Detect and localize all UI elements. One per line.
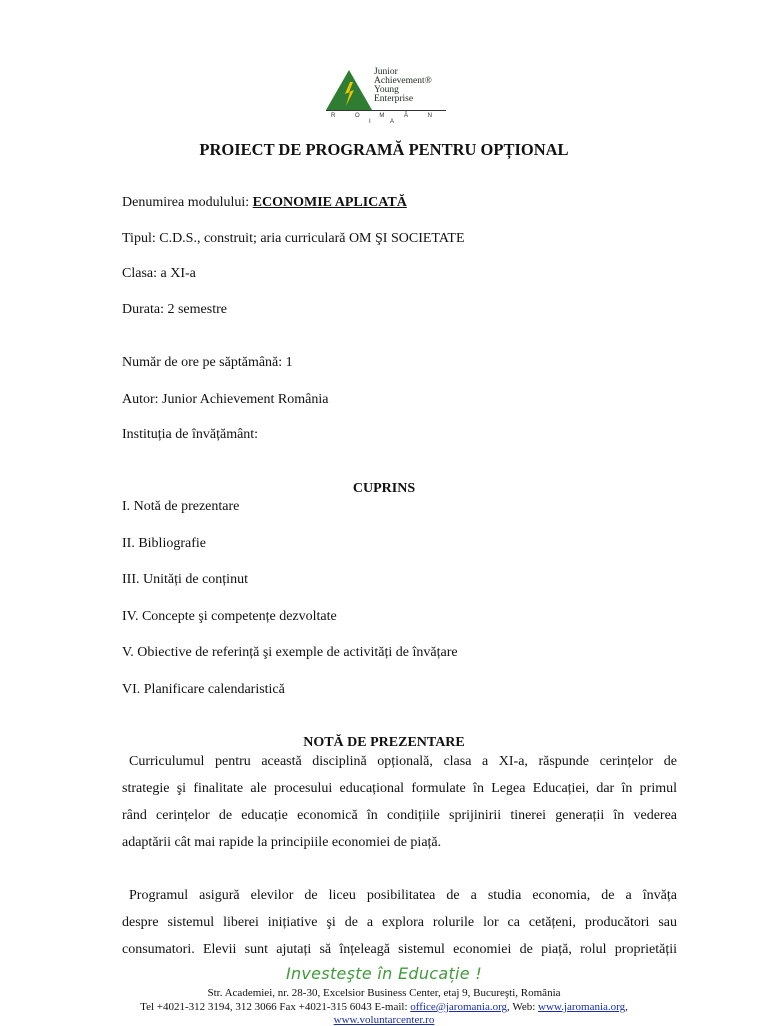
toc-item: I. Notă de prezentare xyxy=(122,499,240,514)
paragraph-line: strategie şi finalitate ale procesului educațional formulate în Legea Educației, dar în primul xyxy=(122,781,677,796)
footer-contact xyxy=(0,1001,768,1013)
nota-heading: NOTĂ DE PREZENTARE xyxy=(303,735,465,750)
document-title: PROIECT DE PROGRAMĂ PENTRU OPȚIONAL xyxy=(199,140,569,159)
hours-field: Număr de ore pe săptămână: 1 xyxy=(122,355,293,370)
type-field: Tipul: C.D.S., construit; aria curriculară OM ŞI SOCIETATE xyxy=(122,231,465,246)
ja-logo xyxy=(326,66,446,125)
toc-item: II. Bibliografie xyxy=(122,536,206,551)
footer-address: Str. Academiei, nr. 28-30, Excelsior Business Center, etaj 9, Bucureşti, România xyxy=(207,987,561,999)
class-field: Clasa: a XI-a xyxy=(122,266,196,281)
module-name-field xyxy=(122,195,407,211)
author-field: Autor: Junior Achievement România xyxy=(122,392,329,407)
web-suffix: , xyxy=(625,1001,628,1013)
paragraph-line: adaptării cât mai rapide la principiile economiei de piață. xyxy=(122,835,442,850)
paragraph-line: consumatori. Elevii sunt ajutați să înțeleagă sistemul economiei de piață, rolul proprietății xyxy=(122,942,677,957)
footer-slogan: Investeşte în Educație ! xyxy=(285,964,483,983)
logo-text: Junior Achievement® Young Enterprise xyxy=(374,67,432,104)
triangle-logo-icon xyxy=(326,70,372,110)
contact-text: Tel +4021-312 3194, 312 3066 Fax +4021-315 6043 E-mail: xyxy=(140,1001,411,1013)
nota-paragraph-1 xyxy=(122,748,677,856)
toc-item: VI. Planificare calendaristică xyxy=(122,682,285,697)
paragraph-line: Programul asigură elevilor de liceu posibilitatea de a studia economia, de a învăța xyxy=(129,888,677,903)
toc-item: V. Obiective de referință şi exemple de activități de învățare xyxy=(122,645,458,660)
cuprins-heading: CUPRINS xyxy=(352,481,416,496)
logo-divider xyxy=(326,110,446,111)
website-link[interactable]: www.jaromania.org xyxy=(538,1001,626,1013)
volunteer-website-link[interactable]: www.voluntarcenter.ro xyxy=(333,1014,435,1026)
footer-volunteer xyxy=(0,1014,768,1026)
nota-paragraph-2 xyxy=(122,882,677,963)
toc-item: III. Unități de conținut xyxy=(122,572,248,587)
toc-item: IV. Concepte şi competențe dezvoltate xyxy=(122,609,337,624)
paragraph-line: Curriculumul pentru această disciplină opțională, clasa a XI-a, răspunde cerințelor de xyxy=(129,754,677,769)
module-label: Denumirea modulului: xyxy=(122,195,253,210)
module-value: ECONOMIE APLICATĂ xyxy=(252,195,407,210)
duration-field: Durata: 2 semestre xyxy=(122,302,227,317)
institution-field: Instituția de învățământ: xyxy=(122,427,259,442)
paragraph-line: rând cerințelor de educație economică în condițiile sprijinirii tinerei generații în vederea xyxy=(122,808,677,823)
email-link[interactable]: office@jaromania.org xyxy=(410,1001,508,1013)
logo-country: R O M Â N I A xyxy=(330,113,441,125)
web-prefix: , Web: xyxy=(507,1001,539,1013)
paragraph-line: despre sistemul liberei inițiative şi de a explora rolurile lor ca cetățeni, producători sau xyxy=(122,915,677,930)
